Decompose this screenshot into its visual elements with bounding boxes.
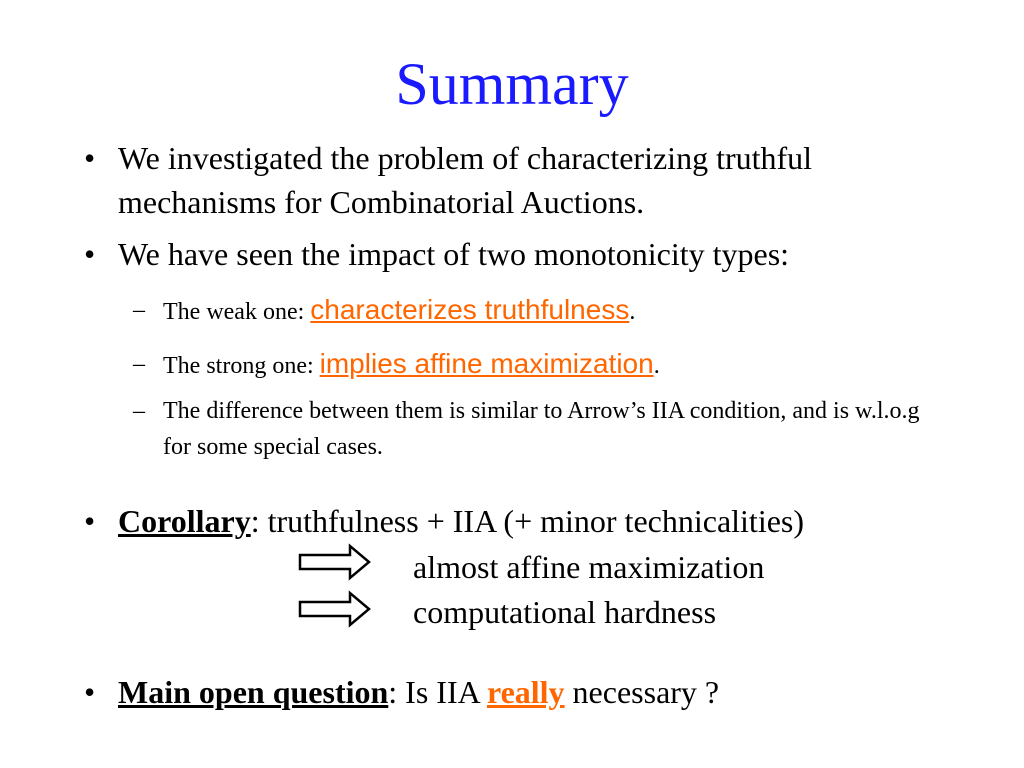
bullet-text: We investigated the problem of characterizing truthful mechanisms for Combinatorial Auctions. (118, 140, 813, 220)
sub-bullet-prefix: The weak one: (163, 299, 311, 325)
sub-bullet-mark: – (133, 398, 145, 424)
consequence-affine: almost affine maximization (413, 549, 765, 585)
sub-bullet-strong (133, 346, 963, 384)
bullet-open-question (84, 670, 978, 714)
sub-bullet-suffix: . (653, 353, 660, 379)
highlight-implies: implies affine maximization (319, 348, 654, 379)
bullet-investigation (84, 136, 978, 224)
open-question-prefix: : Is IIA (388, 674, 487, 710)
consequence-hardness: computational hardness (413, 594, 717, 630)
sub-bullet-suffix: . (629, 299, 636, 325)
bullet-monotonicity (84, 232, 978, 276)
bullet-corollary (84, 499, 978, 543)
implies-arrow-icon (298, 589, 372, 629)
corollary-text: : truthfulness + IIA (+ minor technicalities) (250, 503, 805, 539)
bullet-mark: • (84, 140, 96, 176)
corollary-label: Corollary (118, 503, 251, 539)
slide-title: Summary (395, 51, 629, 117)
sub-bullet-mark: – (133, 351, 145, 377)
bullet-mark: • (84, 674, 96, 710)
sub-bullet-weak (133, 292, 963, 330)
bullet-mark: • (84, 236, 96, 272)
sub-bullet-difference (133, 393, 923, 465)
open-question-suffix: necessary ? (564, 674, 720, 710)
bullet-mark: • (84, 503, 96, 539)
bullet-text: We have seen the impact of two monotonicity types: (118, 236, 790, 272)
open-question-label: Main open question (118, 674, 389, 710)
highlight-really: really (486, 674, 565, 710)
sub-bullet-text: The difference between them is similar to Arrow’s IIA condition, and is w.l.o.g for some special cases. (163, 398, 920, 460)
sub-bullet-mark: – (133, 297, 145, 323)
sub-bullet-prefix: The strong one: (163, 353, 320, 379)
highlight-characterizes: characterizes truthfulness (310, 294, 630, 325)
implies-arrow-icon (298, 542, 372, 582)
